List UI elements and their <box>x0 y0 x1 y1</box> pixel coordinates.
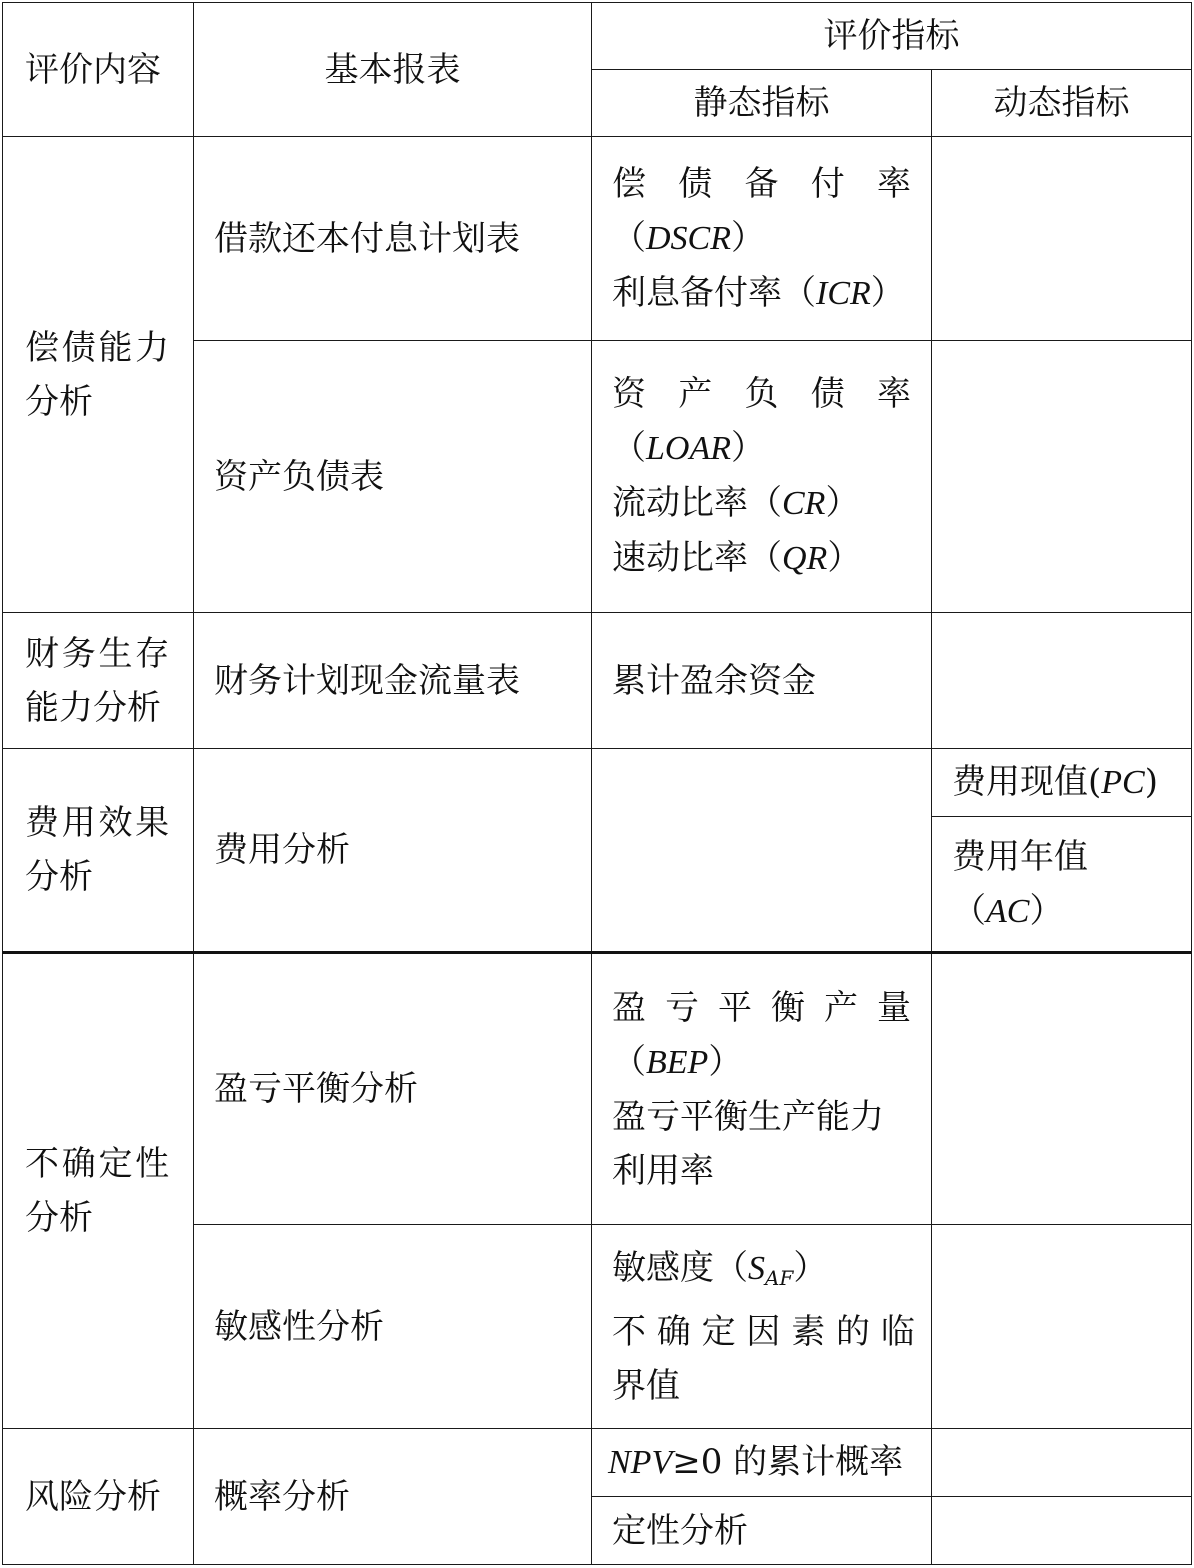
indicator-accumulated-surplus: 累计盈余资金 <box>592 613 932 749</box>
indicator-present-cost: 费用现值(PC) <box>932 749 1192 817</box>
category-risk: 风险分析 <box>3 1429 194 1565</box>
indicator-critical-value-cont: 界值 <box>612 1365 680 1406</box>
evaluation-indicator-table <box>2 2 1192 1565</box>
indicator-loar-abbr: （LOAR） <box>612 428 765 468</box>
dynamic-break-even-empty <box>932 953 1192 1225</box>
dynamic-qualitative-empty <box>932 1497 1192 1565</box>
indicator-loar-label: 资 产 负 债 率 <box>612 374 911 414</box>
dynamic-npv-empty <box>932 1429 1192 1497</box>
category-uncertainty-line2: 分析 <box>25 1198 93 1238</box>
indicator-cr: 流动比率（CR） <box>612 483 860 523</box>
category-uncertainty <box>3 953 194 1429</box>
header-dynamic-indicators: 动态指标 <box>932 70 1192 137</box>
indicator-qualitative: 定性分析 <box>592 1497 932 1565</box>
indicator-bep-label: 盈 亏 平 衡 产 量 <box>612 987 911 1028</box>
indicator-npv-probability: NPV≥0 的累计概率 <box>592 1429 932 1497</box>
category-survival-line1: 财务生存 <box>25 633 172 674</box>
indicator-dscr-abbr: （DSCR） <box>612 217 765 258</box>
header-evaluation-content: 评价内容 <box>3 3 194 137</box>
category-solvency-line1: 偿债能力 <box>25 327 172 368</box>
dynamic-survival-empty <box>932 613 1192 749</box>
category-cost-line2: 分析 <box>25 857 93 897</box>
report-balance-sheet: 资产负债表 <box>194 341 592 613</box>
static-loan-indicators <box>592 137 932 341</box>
category-solvency-line2: 分析 <box>25 381 93 422</box>
indicator-annual-cost: 费用年值（AC） <box>932 817 1192 953</box>
static-break-even-indicators <box>592 953 932 1225</box>
indicator-sensitivity: 敏感度$(S_{AF})$ <box>612 1247 828 1290</box>
indicator-critical-value: 不 确 定 因 素 的 临 <box>612 1311 915 1352</box>
report-break-even: 盈亏平衡分析 <box>194 953 592 1225</box>
indicator-bep-abbr: （BEP） <box>612 1041 743 1082</box>
header-static-indicators: 静态指标 <box>592 70 932 137</box>
indicator-capacity-utilization-cont: 利用率 <box>612 1150 714 1191</box>
category-solvency <box>3 137 194 613</box>
static-cost-empty <box>592 749 932 953</box>
category-survival-line2: 能力分析 <box>25 687 161 728</box>
static-balance-indicators <box>592 341 932 613</box>
header-evaluation-indicators: 评价指标 <box>592 3 1192 70</box>
indicator-qr: 速动比率（QR） <box>612 538 862 578</box>
report-sensitivity: 敏感性分析 <box>194 1225 592 1429</box>
category-cost-line1: 费用效果 <box>25 803 172 843</box>
report-cash-flow-plan: 财务计划现金流量表 <box>194 613 592 749</box>
report-loan-repayment: 借款还本付息计划表 <box>194 137 592 341</box>
header-basic-report: 基本报表 <box>194 3 592 137</box>
category-uncertainty-line1: 不确定性 <box>25 1144 172 1184</box>
dynamic-sensitivity-empty <box>932 1225 1192 1429</box>
dynamic-balance-empty <box>932 341 1192 613</box>
indicator-capacity-utilization: 盈亏平衡生产能力 <box>612 1096 884 1137</box>
report-probability: 概率分析 <box>194 1429 592 1565</box>
report-cost-analysis: 费用分析 <box>194 749 592 953</box>
indicator-dscr-label: 偿 债 备 付 率 <box>612 163 911 204</box>
category-financial-survival <box>3 613 194 749</box>
dynamic-loan-empty <box>932 137 1192 341</box>
static-sensitivity-indicators <box>592 1225 932 1429</box>
indicator-icr: 利息备付率（ICR） <box>612 272 905 313</box>
category-cost-effectiveness <box>3 749 194 953</box>
